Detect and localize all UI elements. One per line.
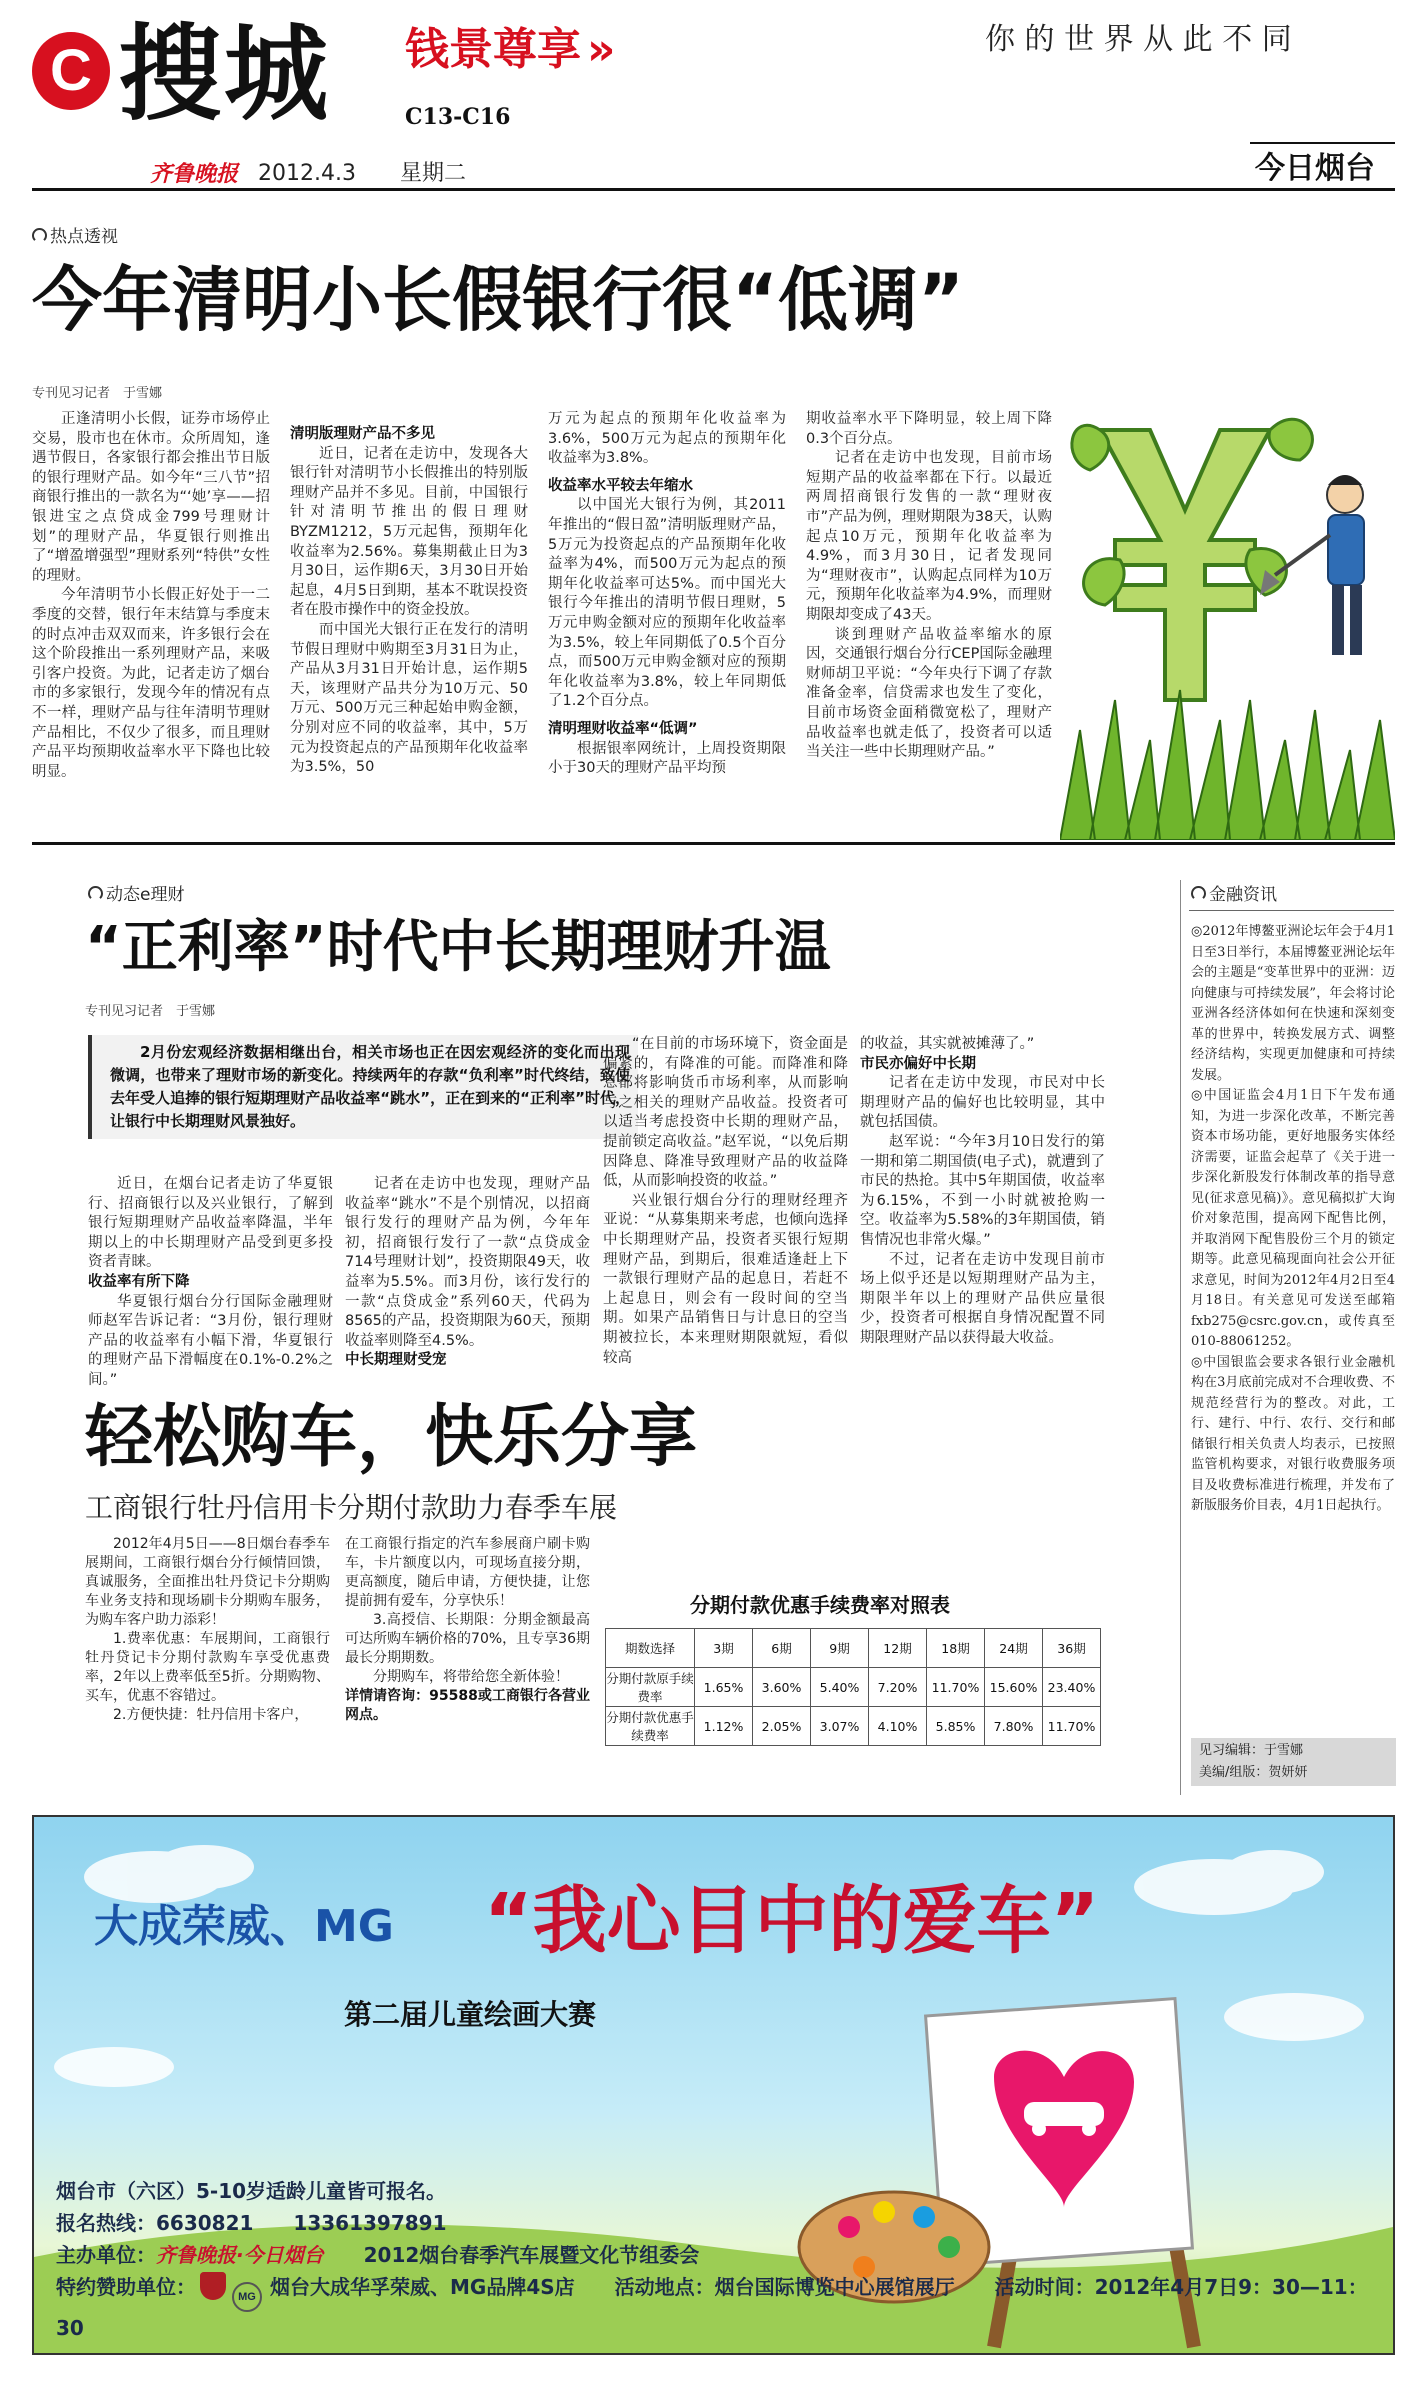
table-row bbox=[606, 1707, 1101, 1746]
subhead: 清明版理财产品不多见 bbox=[290, 426, 435, 442]
circle-bullet-icon: ◎ bbox=[1191, 1354, 1204, 1370]
double-chevron-icon: » bbox=[587, 24, 616, 75]
circle-bullet-icon: ◎ bbox=[1191, 1088, 1204, 1103]
circle-bullet-icon: ◎ bbox=[1191, 924, 1203, 939]
ad-hotline: 报名热线：6630821 13361397891 bbox=[56, 2211, 447, 2235]
table-cell: 2.05% bbox=[753, 1707, 811, 1746]
fee-table-title: 分期付款优惠手续费率对照表 bbox=[690, 1593, 950, 1617]
sidebar-finance-news bbox=[1180, 880, 1396, 1795]
article3-col2: 在工商银行指定的汽车参展商户刷卡购车，卡片额度以内，可现场直接分期，更高额度，随后申请，方便快捷，让您提前拥有爱车，分享快乐！ 3.高授信、长期限：分期金额最高可达所购车辆价格的70%，且专享36期最长分期期数。 分期购车，将带给您全新体验！ 详情请咨询：95588或工商银行各营业网点。 bbox=[345, 1536, 590, 1723]
mg-logo-icon: MG bbox=[232, 2282, 262, 2312]
table-cell: 11.70% bbox=[927, 1668, 985, 1707]
subhead: 清明理财收益率“低调” bbox=[548, 720, 698, 737]
table-header-cell: 36期 bbox=[1043, 1629, 1101, 1668]
section-name: 搜城 bbox=[118, 13, 331, 135]
subhead: 收益率有所下降 bbox=[88, 1273, 190, 1290]
section-bullet-icon bbox=[32, 228, 47, 243]
article3-col1: 2012年4月5日——8日烟台春季车展期间，工商银行烟台分行倾情回馈，真诚服务，全面推出牡丹贷记卡分期购车业务支持和现场刷卡分期购车服务，为购车客户助力添彩！ 1.费率优惠：车展期间，工商银行牡丹贷记卡分期付款购车享受优惠费率，2年以上费率低至5折。分期购物、买车，优惠不容错过。 2.方便快捷：牡丹信用卡客户， bbox=[85, 1536, 330, 1723]
page-range: C13-C16 bbox=[405, 104, 511, 130]
sidebar-item: ◎中国银监会要求各银行业金融机构在3月底前完成对不合理收费、不规范经营行为的整改。对此，工行、建行、中行、农行、交行和邮储银行相关负责人均表示，已按照监管机构要求，对银行收费服务项目及收费标准进行梳理，并发布了新版服务价目表，4月1日起执行。 bbox=[1191, 1354, 1395, 1513]
article1-col1: 正逢清明小长假，证券市场停止交易，股市也在休市。众所周知，逢遇节假日，各家银行都会推出节日版的银行理财产品。如今年“三八节”招商银行推出的一款名为“‘她’享——招银进宝之点贷成金799号理财计划”的理财产品，华夏银行则推出了“增盈增强型”理财系列“特供”女性的理财。 今年清明节小长假正好处于一二季度的交替，银行年末结算与季度末的时点冲击双双而来，许多银行会在这个阶段推出一系列理财产品，来吸引客户投资。为此，记者走访了烟台市的多家银行，发现今年的情况有点不一样，理财产品与往年清明节理财产品相比，不仅少了很多，而且理财产品平均预期收益率水平下降也比较明显。 bbox=[32, 411, 270, 780]
table-cell: 4.10% bbox=[869, 1707, 927, 1746]
article1-headline: 今年清明小长假银行很“低调” bbox=[32, 259, 965, 341]
table-header-cell: 3期 bbox=[695, 1629, 753, 1668]
ad-slogan: “我心目中的爱车” bbox=[484, 1878, 1100, 1964]
section-bullet-icon bbox=[1191, 886, 1206, 901]
issue-weekday: 星期二 bbox=[400, 161, 467, 186]
table-cell: 分期付款优惠手续费率 bbox=[606, 1707, 695, 1746]
table-cell: 1.12% bbox=[695, 1707, 753, 1746]
table-header-cell: 18期 bbox=[927, 1629, 985, 1668]
subhead: 市民亦偏好中长期 bbox=[860, 1055, 976, 1072]
article2-col4: 的收益，其实就被摊薄了。” 市民亦偏好中长期 记者在走访中发现，市民对中长期理财产品的偏好也比较明显，其中就包括国债。 赵军说：“今年3月10日发行的第一期和第二期国债(电子式)，就遭到了市民的热抢。其中5年期国债，收益率为6.15%，不到一小时就被抢购一空。收益率为5.58%的3年期国债，销售情况也非常火爆。” 不过，记者在走访中发现目前市场上似乎还是以短期理财产品为主，期限半年以上的理财产品供应量很少，投资者可根据自身情况配置不同期限理财产品以获得最大收益。 bbox=[860, 1036, 1105, 1346]
feature-title-text: 钱景尊享 bbox=[405, 24, 581, 75]
article3-headline: 轻松购车，快乐分享 bbox=[85, 1398, 698, 1477]
sidebar-credits bbox=[1191, 1738, 1396, 1786]
ad-banner bbox=[32, 1815, 1395, 2355]
table-cell: 5.85% bbox=[927, 1707, 985, 1746]
sidebar-rule bbox=[1189, 910, 1394, 911]
article3-subtitle: 工商银行牡丹信用卡分期付款助力春季车展 bbox=[85, 1491, 618, 1524]
host-paper-logo: 齐鲁晚报·今日烟台 bbox=[156, 2243, 324, 2267]
table-header-cell: 6期 bbox=[753, 1629, 811, 1668]
masthead-rule-top bbox=[1250, 142, 1395, 144]
article1-col4: 期收益率水平下降明显，较上周下降0.3个百分点。 记者在走访中也发现，目前市场短期产品的收益率都在下行。以最近两周招商银行发售的一款“理财夜市”产品为例，理财期限为38天，认购起点10万元，预期年化收益率为4.9%，而3月30日，记者发现同为“理财夜市”，认购起点同样为10万元，预期年化收益率为4.9%，而理财期限却变成了43天。 谈到理财产品收益率缩水的原因，交通银行烟台分行CEP国际金融理财师胡卫平说：“今年央行下调了存款准备金率，信贷需求也发生了变化，目前市场资金面稍微宽松了，理财产品收益率也就走低了，投资者可以适当关注一些中长期理财产品。” bbox=[806, 411, 1052, 761]
sidebar-title: 金融资讯 bbox=[1191, 880, 1396, 905]
slogan: 你 的 世 界 从 此 不 同 bbox=[985, 22, 1292, 57]
ad-event: 第二届儿童绘画大赛 bbox=[344, 1998, 597, 2031]
ad-brand: 大成荣威、MG bbox=[94, 1901, 394, 1952]
fee-comparison-table bbox=[605, 1628, 1101, 1746]
table-cell: 23.40% bbox=[1043, 1668, 1101, 1707]
table-cell: 1.65% bbox=[695, 1668, 753, 1707]
article2-headline: “正利率”时代中长期理财升温 bbox=[85, 915, 831, 980]
ad-eligibility: 烟台市（六区）5-10岁适龄儿童皆可报名。 bbox=[56, 2179, 447, 2203]
sidebar-item: ◎中国证监会4月1日下午发布通知，为进一步深化改革，不断完善资本市场功能，更好地服务实体经济需要，证监会起草了《关于进一步深化新股发行体制改革的指导意见(征求意见稿)》。意见稿拟扩大询价对象范围，提高网下配售比例，并取消网下配售股份三个月的锁定期等。此意见稿现面向社会公开征求意见，时间为2012年4月2日至4月18日。有关意见可发送至邮箱fxb275@csrc.gov.cn，或传真至010-88061252。 bbox=[1191, 1088, 1395, 1349]
table-cell: 3.60% bbox=[753, 1668, 811, 1707]
article1-col3: 万元为起点的预期年化收益率为3.6%，500万元为起点的预期年化收益率为3.8%。 收益率水平较去年缩水 以中国光大银行为例，其2011年推出的“假日盈”清明版理财产品，5万元为投资起点的产品预期年化收益率为4%，而500万元为起点的预期年化收益率可达5%。而中国光大银行今年推出的清明节假日理财，5万元申购金额对应的预期年化收益率为3.5%，较上年同期低了0.5个百分点，而500万元申购金额对应的预期年化收益率为3.8%，较上年同期低了1.2个百分点。 清明理财收益率“低调” 根据银率网统计，上周投资期限小于30天的理财产品平均预 bbox=[548, 411, 786, 777]
section-divider bbox=[32, 842, 1395, 845]
subhead: 收益率水平较去年缩水 bbox=[548, 477, 693, 494]
yen-plant-illustration bbox=[1060, 400, 1395, 840]
section-label-hot: 热点透视 bbox=[32, 222, 118, 247]
sidebar-item: ◎2012年博鳌亚洲论坛年会于4月1日至3日举行，本届博鳌亚洲论坛年会的主题是“变革世界中的亚洲：迈向健康与可持续发展”，年会将讨论亚洲各经济体如何在快速和深刻变革的世界中，转换发展方式、调整经济结构，实现更加健康和可持续发展。 bbox=[1191, 924, 1396, 1083]
article1-col2: 清明版理财产品不多见 近日，记者在走访中，发现各大银行针对清明节小长假推出的特别版理财产品并不多见。目前，中国银行针对清明节推出的假日理财BYZM1212，5万元起售，预期年化收益率为2.56%。募集期截止日为3月30日，运作期6天，3月30日开始起息，4月5日到期，基本不耽误投资者在股市操作中的资金投放。 而中国光大银行正在发行的清明节假日理财中购期至3月31日为止，产品从3月31日开始计息，运作期5天，该理财产品共分为10万元、50万元、500万元三种起始申购金额，分别对应不同的收益率，其中，5万元为投资起点的产品预期年化收益率为3.5%，50 bbox=[290, 426, 528, 776]
sidebar-body bbox=[1191, 922, 1395, 1517]
edition-name: 今日烟台 bbox=[1255, 151, 1375, 186]
table-header-cell: 24期 bbox=[985, 1629, 1043, 1668]
section-label-etrade: 动态e理财 bbox=[88, 880, 184, 905]
table-cell: 分期付款原手续费率 bbox=[606, 1668, 695, 1707]
designer-credit: 美编/组版：贺妍妍 bbox=[1199, 1765, 1308, 1780]
article2-col3: “在目前的市场环境下，资金面是偏紧的，有降准的可能。而降准和降息都将影响货币市场利率，从而影响与之相关的理财产品收益。投资者可以适当考虑投资中长期的理财产品，提前锁定高收益。”赵军说，“以免后期因降息、降准导致理财产品的收益降低，从而影响投资的收益。” 兴业银行烟台分行的理财经理齐亚说：“从募集期来考虑，也倾向选择中长期理财产品，投资者买银行短期理财产品，到期后，很难适逢赶上下一款银行理财产品的起息日，若赶不上起息日，则会有一段时间的空当期。如果产品销售日与计息日的空当期被拉长，本来理财期限就短，看似较高 bbox=[603, 1036, 848, 1366]
grass bbox=[1060, 690, 1395, 840]
table-cell: 15.60% bbox=[985, 1668, 1043, 1707]
table-cell: 3.07% bbox=[811, 1707, 869, 1746]
contact-line: 详情请咨询：95588或工商银行各营业网点。 bbox=[345, 1688, 590, 1723]
feature-title bbox=[405, 22, 615, 78]
article2-byline: 专刊见习记者 于雪娜 bbox=[85, 1004, 216, 1019]
article2-lead: 2月份宏观经济数据相继出台，相关市场也正在因宏观经济的变化而出现微调，也带来了理财市场的新变化。持续两年的存款“负利率”时代终结，致使去年受人追捧的银行短期理财产品收益率“跳水”，正在到来的“正利率”时代，让银行中长期理财风景独好。 bbox=[88, 1035, 638, 1139]
editor-credit: 见习编辑：于雪娜 bbox=[1199, 1743, 1304, 1758]
table-header-row bbox=[606, 1629, 1101, 1668]
paper-logo: 齐鲁晚报 bbox=[150, 161, 239, 187]
table-cell: 7.20% bbox=[869, 1668, 927, 1707]
table-row bbox=[606, 1668, 1101, 1707]
issue-date: 2012.4.3 bbox=[258, 161, 356, 186]
article1-byline: 专刊见习记者 于雪娜 bbox=[32, 386, 163, 401]
ad-info bbox=[56, 2175, 1393, 2344]
roewe-logo-icon bbox=[200, 2272, 226, 2300]
table-cell: 11.70% bbox=[1043, 1707, 1101, 1746]
masthead-rule bbox=[32, 188, 1395, 191]
table-header-cell: 9期 bbox=[811, 1629, 869, 1668]
table-cell: 5.40% bbox=[811, 1668, 869, 1707]
ad-sponsor: 特约赞助单位： MG 烟台大成华孚荣威、MG品牌4S店 活动地点：烟台国际博览中心展馆展厅 活动时间：2012年4月7日9：30—11：30 bbox=[56, 2271, 1393, 2344]
ad-host: 主办单位：齐鲁晚报·今日烟台 2012烟台春季汽车展暨文化节组委会 bbox=[56, 2243, 700, 2267]
table-header-cell: 期数选择 bbox=[606, 1629, 695, 1668]
table-cell: 7.80% bbox=[985, 1707, 1043, 1746]
section-logo: C bbox=[32, 32, 110, 110]
section-bullet-icon bbox=[88, 886, 103, 901]
article2-col2: 记者在走访中也发现，理财产品收益率“跳水”不是个别情况，以招商银行发行的理财产品为例，今年年初，招商银行发行了一款“点贷成金714号理财计划”，投资期限49天，收益率为5.5%。而3月份，该行发行的一款“点贷成金”系列60天，代码为8565的产品，投资期限为60天，预期收益率则降至4.5%。 中长期理财受宠 bbox=[345, 1175, 590, 1371]
subhead: 中长期理财受宠 bbox=[345, 1352, 447, 1369]
masthead bbox=[0, 0, 1417, 190]
table-header-cell: 12期 bbox=[869, 1629, 927, 1668]
article2-col1: 近日，在烟台记者走访了华夏银行、招商银行以及兴业银行，了解到银行短期理财产品收益率降温，半年期以上的中长期理财产品受到更多投资者青睐。 收益率有所下降 华夏银行烟台分行国际金融理财师赵军告诉记者：“3月份，银行理财产品的收益率有小幅下滑，华夏银行的理财产品下滑幅度在0.1%-0.2%之间。” bbox=[88, 1176, 333, 1388]
